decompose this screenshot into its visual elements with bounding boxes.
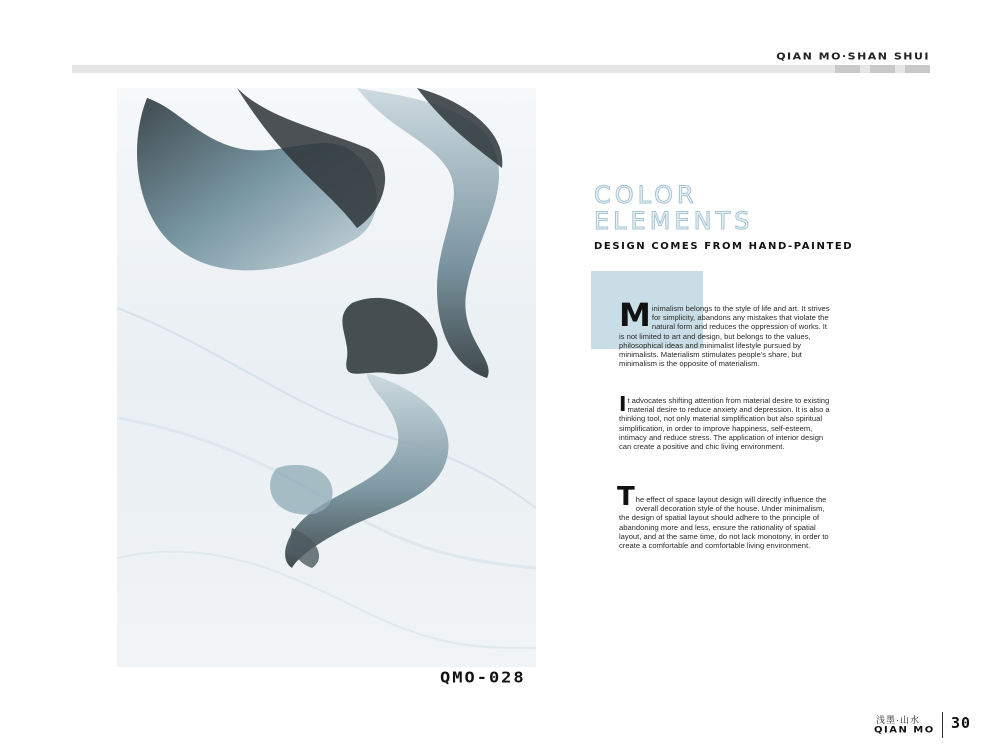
body-paragraph xyxy=(619,392,834,452)
body-paragraph xyxy=(619,296,834,369)
paragraph-text: he effect of space layout design will directly influence the overall decoration style of the house. Under minimalism, the design of spatial layout should adhere to the principle of abandoning more and less, ensure the rationality of spatial layout, and at the same time, do not lack monotony, in order to create a comfortable and comfortable living environment. xyxy=(619,495,829,551)
decor-square xyxy=(905,65,930,73)
heading-line-2: ELEMENTS xyxy=(594,207,754,235)
section-subtitle: DESIGN COMES FROM HAND-PAINTED xyxy=(594,241,854,252)
paragraph-text: t advocates shifting attention from material desire to existing material desire to reduce anxiety and depression. It is also a thinking tool, not only material simplification but also spiritual simplification, in order to improve happiness, self-esteem, intimacy and reduce stress. The application of interior design can create a positive and chic living environment. xyxy=(619,396,830,452)
section-heading xyxy=(594,182,924,234)
footer-chinese-brand: 浅墨·山水 xyxy=(876,715,920,725)
drop-cap: T xyxy=(617,482,635,512)
top-decor-squares xyxy=(835,65,930,73)
artwork-code: QMO-028 xyxy=(440,669,526,687)
decor-square xyxy=(835,65,860,73)
page-number: 30 xyxy=(951,714,972,732)
drop-cap: I xyxy=(619,392,627,416)
footer-divider xyxy=(942,712,943,738)
footer-english-brand: QIAN MO xyxy=(874,725,935,736)
body-paragraph xyxy=(617,482,834,551)
brand-title: QIAN MO·SHAN SHUI xyxy=(776,50,930,63)
top-rule-bar xyxy=(72,65,930,73)
heading-line-1: COLOR xyxy=(594,181,698,209)
ink-painting-image xyxy=(117,88,536,667)
decor-square xyxy=(870,65,895,73)
drop-cap: M xyxy=(619,296,651,334)
paragraph-text: inimalism belongs to the style of life and art. It strives for simplicity, abandons any mistakes that violate the natural form and reduces the oppression of works. It is not limited to art and design, but belongs to the values, philosophical ideas and minimalist lifestyle pursued by minimalists. Materialism stimulates people's share, but minimalism is the opposite of materialism. xyxy=(619,304,830,369)
